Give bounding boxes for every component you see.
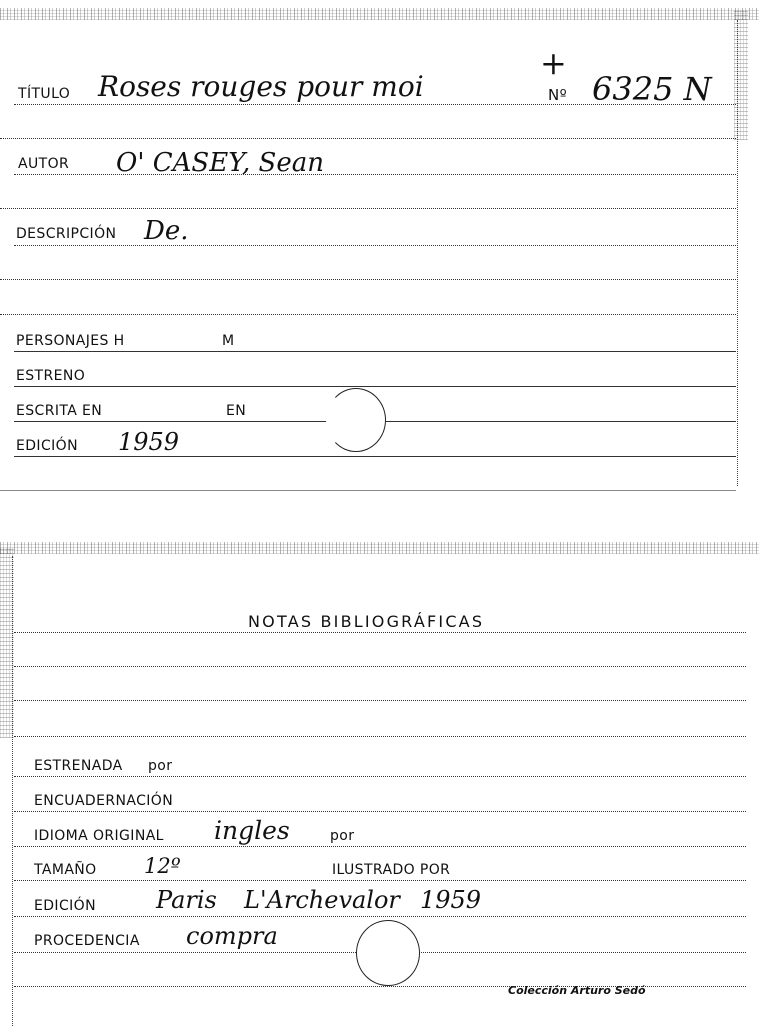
- idioma-label: IDIOMA ORIGINAL: [34, 828, 164, 844]
- scan-noise-top-back: [0, 542, 759, 554]
- rule-208: [0, 208, 736, 209]
- notas-rule-1: [14, 632, 746, 633]
- estreno-rule: [14, 386, 736, 387]
- personajes-rule: [14, 351, 736, 352]
- tamano-rule: [14, 880, 746, 881]
- edicion-back-label: EDICIÓN: [34, 898, 96, 914]
- edicion-place: Paris: [156, 886, 217, 914]
- procedencia-value: compra: [186, 922, 278, 950]
- edicion-label: EDICIÓN: [16, 438, 78, 454]
- rule-314: [0, 314, 736, 315]
- card-front-bottom-edge: [0, 490, 736, 491]
- notas-rule-4: [14, 736, 746, 737]
- procedencia-label: PROCEDENCIA: [34, 933, 140, 949]
- rule-279: [0, 279, 736, 280]
- edicion-value: 1959: [118, 428, 180, 456]
- catalog-card-front: [0, 0, 759, 492]
- edicion-back-rule: [14, 916, 746, 917]
- titulo-label: TÍTULO: [18, 86, 71, 102]
- autor-rule: [14, 174, 736, 175]
- descripcion-rule: [14, 245, 736, 246]
- descripcion-label: DESCRIPCIÓN: [16, 226, 117, 242]
- tamano-value: 12º: [144, 854, 181, 878]
- estrenada-label: ESTRENADA: [34, 758, 123, 774]
- idioma-rule: [14, 846, 746, 847]
- encuadernacion-rule: [14, 811, 746, 812]
- idioma-por: por: [330, 828, 355, 844]
- punch-hole-front: [326, 388, 386, 452]
- edicion-publisher: L'Archevalor: [244, 886, 400, 914]
- autor-value: O' CASEY, Sean: [116, 148, 324, 178]
- escrita-en-label: ESCRITA EN: [16, 403, 103, 419]
- descripcion-value: De.: [144, 216, 189, 246]
- card-right-edge: [737, 20, 738, 486]
- titulo-value: Roses rouges pour moi: [98, 70, 424, 103]
- estrenada-por: por: [148, 758, 173, 774]
- notas-bibliograficas-title: NOTAS BIBLIOGRÁFICAS: [248, 612, 485, 631]
- edicion-year: 1959: [420, 886, 482, 914]
- cross-mark: +: [540, 44, 567, 82]
- edicion-rule: [14, 456, 736, 457]
- ilustrado-label: ILUSTRADO POR: [332, 862, 451, 878]
- idioma-value: ingles: [214, 816, 290, 845]
- notas-rule-3: [14, 700, 746, 701]
- encuadernacion-label: ENCUADERNACIÓN: [34, 793, 174, 809]
- numero-label: Nº: [548, 86, 568, 104]
- autor-label: AUTOR: [18, 156, 70, 172]
- personajes-label: PERSONAJES H: [16, 333, 125, 349]
- footer-credit: Colección Arturo Sedó: [508, 984, 646, 997]
- estrenada-rule: [14, 776, 746, 777]
- personajes-m-label: M: [222, 333, 235, 349]
- scan-noise-top: [0, 8, 759, 20]
- notas-rule-2: [14, 666, 746, 667]
- numero-value: 6325 N: [592, 70, 712, 108]
- card-back-left-edge: [12, 556, 13, 1026]
- titulo-rule: [14, 104, 736, 105]
- escrita-en2-label: EN: [226, 403, 247, 419]
- estreno-label: ESTRENO: [16, 368, 86, 384]
- catalog-card-back: [0, 540, 759, 1028]
- tamano-label: TAMAÑO: [34, 862, 97, 878]
- rule-138: [0, 138, 736, 139]
- punch-hole-back: [356, 920, 420, 986]
